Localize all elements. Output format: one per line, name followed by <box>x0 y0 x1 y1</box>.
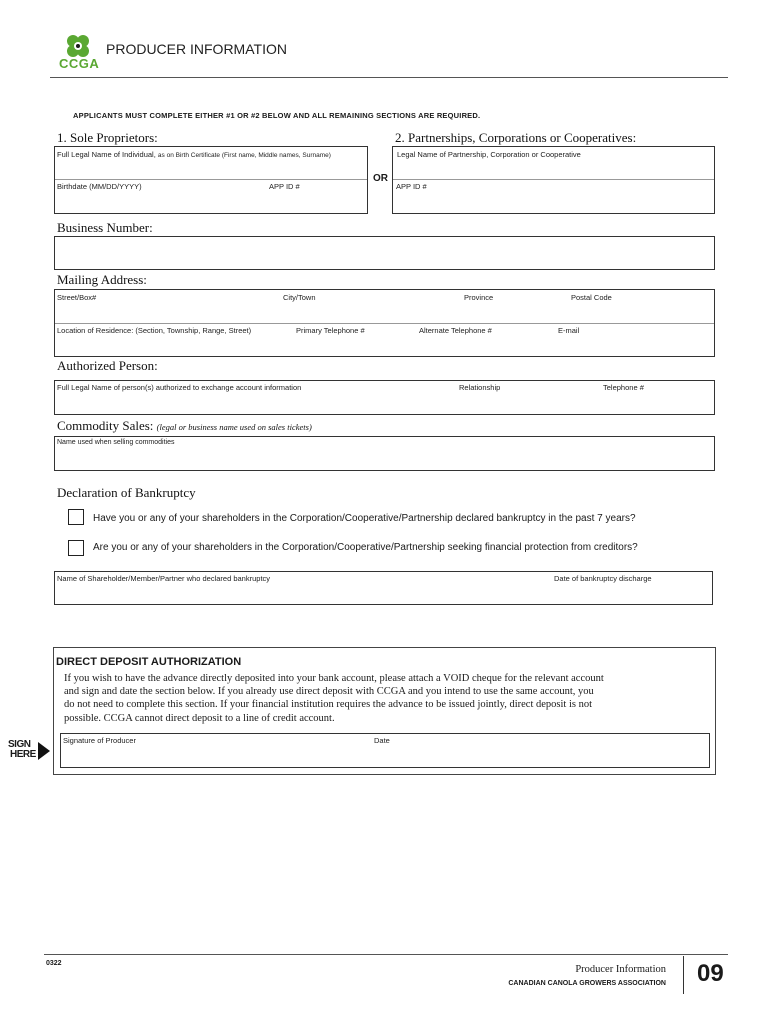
instructions: APPLICANTS MUST COMPLETE EITHER #1 OR #2 BELOW AND ALL REMAINING SECTIONS ARE REQUIRED. <box>73 111 481 120</box>
deposit-line-3: do not need to complete this section. If your financial institution requires the advance to be issued jointly, direct deposit is not <box>64 699 592 711</box>
sign-here-marker <box>8 740 50 764</box>
primary-phone-label: Primary Telephone # <box>296 326 365 335</box>
sole-name-hint: as on Birth Certificate (First name, Middle names, Surname) <box>157 152 331 159</box>
discharge-date-label: Date of bankruptcy discharge <box>554 574 652 583</box>
alt-phone-label: Alternate Telephone # <box>419 326 492 335</box>
partner-appid-label: APP ID # <box>396 182 427 191</box>
bankruptcy-q2-text: Are you or any of your shareholders in the Corporation/Cooperative/Partnership seeking financial protection from creditors? <box>93 542 638 553</box>
authorized-name-label: Full Legal Name of person(s) authorized to exchange account information <box>57 383 302 392</box>
deposit-line-1: If you wish to have the advance directly deposited into your bank account, please attach a VOID cheque for the relevant account <box>64 673 604 684</box>
bankruptcy-q1-text: Have you or any of your shareholders in the Corporation/Cooperative/Partnership declared bankruptcy in the past 7 years? <box>93 513 636 524</box>
mailing-heading: Mailing Address: <box>57 272 147 287</box>
authorized-heading: Authorized Person: <box>57 358 158 373</box>
footer-doc-title: Producer Information <box>575 964 666 975</box>
location-label: Location of Residence: (Section, Township, Range, Street) <box>57 326 252 335</box>
shareholder-name-label: Name of Shareholder/Member/Partner who declared bankruptcy <box>57 574 271 583</box>
bankruptcy-box[interactable] <box>54 571 713 605</box>
commodity-note: (legal or business name used on sales tickets) <box>156 422 312 432</box>
business-heading: Business Number: <box>57 220 153 235</box>
authorized-box[interactable] <box>54 380 715 415</box>
street-label: Street/Box# <box>57 293 97 302</box>
bankruptcy-q2-checkbox[interactable] <box>68 540 84 556</box>
sign-here-line-1: SIGN <box>8 739 31 750</box>
city-label: City/Town <box>283 293 316 302</box>
arrow-right-icon <box>38 742 50 760</box>
bankruptcy-q1-checkbox[interactable] <box>68 509 84 525</box>
page-title: PRODUCER INFORMATION <box>106 41 287 57</box>
bankruptcy-heading: Declaration of Bankruptcy <box>57 485 196 500</box>
signature-date-label: Date <box>374 736 390 745</box>
postal-label: Postal Code <box>571 293 612 302</box>
authorized-phone-label: Telephone # <box>603 383 644 392</box>
partner-box[interactable] <box>392 146 715 214</box>
logo-text: CCGA <box>59 56 100 71</box>
partner-name-label: Legal Name of Partnership, Corporation or Cooperative <box>397 150 581 159</box>
signature-label: Signature of Producer <box>63 736 136 745</box>
province-label: Province <box>464 293 494 302</box>
ccga-logo <box>58 33 98 71</box>
signature-box[interactable] <box>60 733 710 768</box>
page-number: 09 <box>697 960 724 987</box>
or-label: OR <box>373 173 388 184</box>
deposit-line-4: possible. CCGA cannot direct deposit to a line of credit account. <box>64 712 335 724</box>
partner-heading: 2. Partnerships, Corporations or Cooperatives: <box>395 130 637 145</box>
form-code: 0322 <box>46 960 62 967</box>
sole-box[interactable] <box>54 146 368 214</box>
relationship-label: Relationship <box>459 383 501 392</box>
deposit-heading: DIRECT DEPOSIT AUTHORIZATION <box>56 656 242 668</box>
sole-appid-label: APP ID # <box>269 182 300 191</box>
direct-deposit-panel <box>53 647 716 775</box>
commodity-label: Name used when selling commodities <box>57 439 175 446</box>
footer-divider <box>683 956 684 994</box>
deposit-line-2: and sign and date the section below. If you already use direct deposit with CCGA and you intend to use the same account, you <box>64 686 594 698</box>
sole-heading: 1. Sole Proprietors: <box>57 130 158 145</box>
commodity-box[interactable] <box>54 436 715 471</box>
email-label: E-mail <box>558 326 580 335</box>
commodity-heading: Commodity Sales: <box>57 418 154 433</box>
header-rule <box>50 77 728 78</box>
sole-name-label: Full Legal Name of Individual, <box>57 150 156 159</box>
sign-here-line-2: HERE <box>10 749 36 760</box>
birthdate-label: Birthdate (MM/DD/YYYY) <box>57 182 142 191</box>
footer-rule <box>44 954 728 955</box>
mailing-box[interactable] <box>54 289 715 357</box>
business-number-field[interactable] <box>54 236 715 270</box>
footer-org: CANADIAN CANOLA GROWERS ASSOCIATION <box>508 980 666 987</box>
